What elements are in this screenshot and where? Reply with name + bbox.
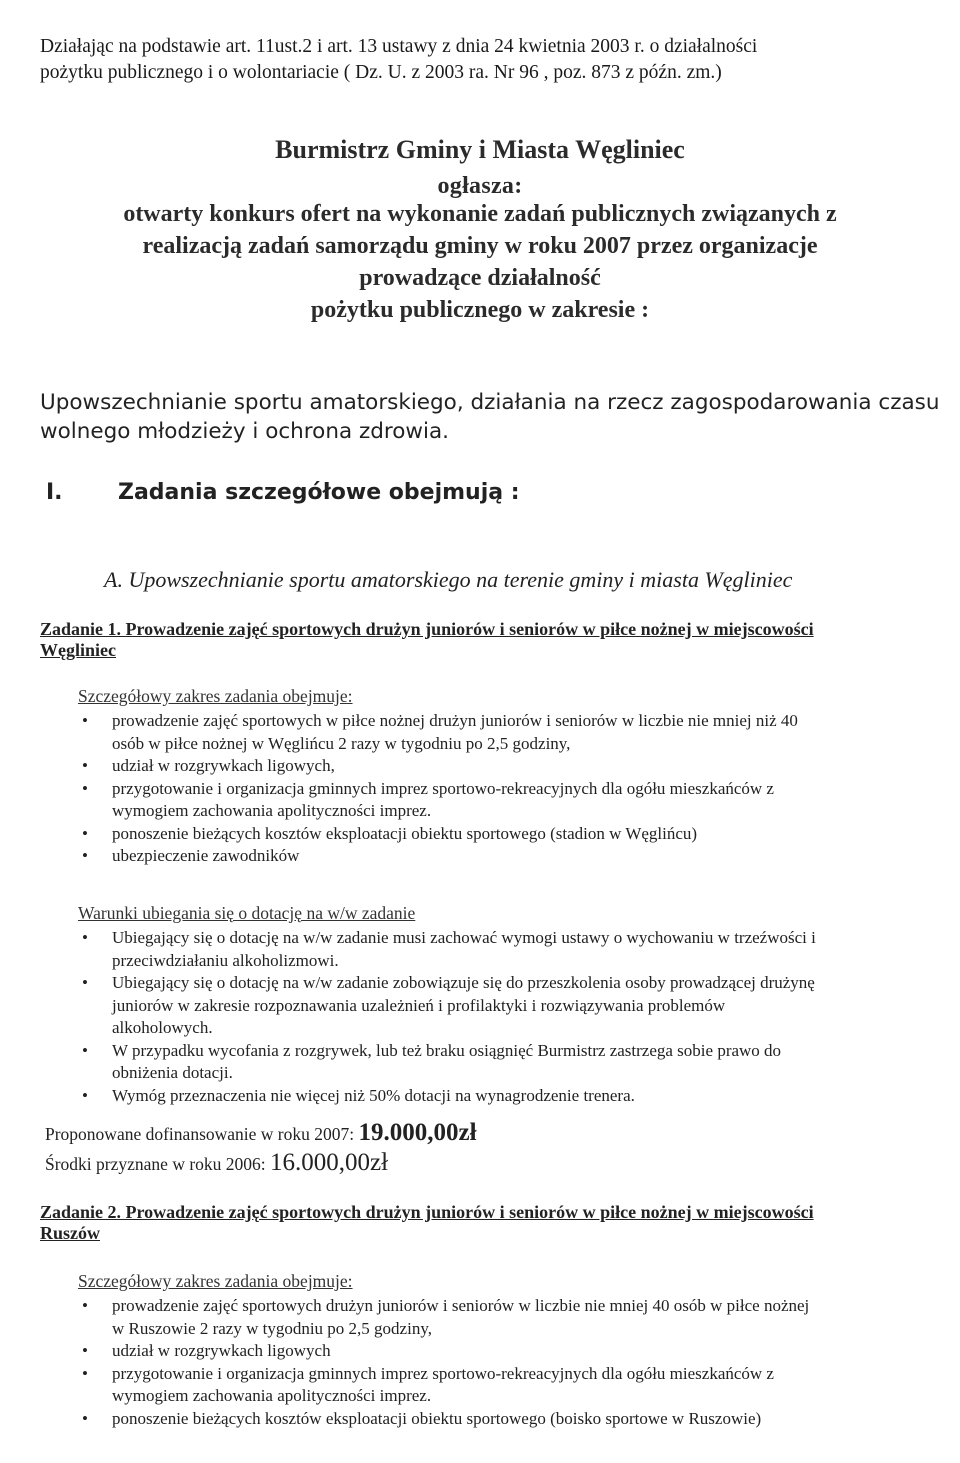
list-item-line: przeciwdziałaniu alkoholizmowi. xyxy=(112,950,339,970)
task-2-scope-label: Szczegółowy zakres zadania obejmuje: xyxy=(78,1271,353,1291)
list-item xyxy=(72,1085,957,1108)
bullet-icon: • xyxy=(82,756,88,775)
list-item xyxy=(72,710,957,755)
bullet-icon: • xyxy=(82,1363,88,1383)
list-item-line: Ubiegający się o dotację na w/w zadanie musi zachować wymogi ustawy o wychowaniu w trzeźwości i xyxy=(112,928,816,947)
list-item xyxy=(72,755,957,778)
legal-basis-line: Działając na podstawie art. 11ust.2 i art. 13 ustawy z dnia 24 kwietnia 2003 r. o działalności xyxy=(40,36,758,57)
legal-basis-line: pożytku publicznego i o wolontariacie ( Dz. U. z 2003 ra. Nr 96 , poz. 873 z późn. zm.) xyxy=(40,62,722,83)
list-item xyxy=(72,845,957,868)
contest-scope-line: Upowszechnianie sportu amatorskiego, działania na rzecz zagospodarowania czasu xyxy=(40,390,940,415)
contest-scope-line: wolnego młodzieży i ochrona zdrowia. xyxy=(40,419,449,444)
list-item-line: przygotowanie i organizacja gminnych imprez sportowo-rekreacyjnych dla ogółu mieszkańców z xyxy=(112,778,774,798)
proposed-funding xyxy=(45,1118,477,1149)
list-item xyxy=(72,927,957,972)
task-title-line: Węgliniec xyxy=(40,640,116,660)
task-1-title xyxy=(40,619,920,661)
task-1-conditions-label: Warunki ubiegania się o dotację na w/w zadanie xyxy=(78,903,416,923)
task-2-scope-list xyxy=(72,1295,957,1430)
list-item-line: ubezpieczenie zawodników xyxy=(112,846,300,865)
list-item-line: Ubiegający się o dotację na w/w zadanie zobowiązuje się do przeszkolenia osoby prowadzącej drużynę xyxy=(112,973,815,992)
bullet-icon: • xyxy=(82,823,88,843)
list-item-line: wymogiem zachowania apolityczności imprez. xyxy=(112,1386,432,1405)
announcement-subject-line: otwarty konkurs ofert na wykonanie zadań publicznych związanych z xyxy=(123,201,837,227)
bullet-icon: • xyxy=(82,1408,88,1428)
list-item-line: W przypadku wycofania z rozgrywek, lub też braku osiągnięć Burmistrz zastrzega sobie prawo do xyxy=(112,1040,782,1060)
proposed-funding-amount: 19.000,00zł xyxy=(358,1119,477,1146)
task-title-line: Zadanie 1. Prowadzenie zajęć sportowych drużyn juniorów i seniorów w piłce nożnej w miejscowości xyxy=(40,619,814,639)
bullet-icon: • xyxy=(82,778,88,798)
contest-scope xyxy=(40,388,955,446)
list-item-line: wymogiem zachowania apolityczności imprez. xyxy=(112,801,432,820)
task-title-line: Ruszów xyxy=(40,1223,101,1243)
announcement-title: Burmistrz Gminy i Miasta Węgliniec xyxy=(275,135,685,164)
bullet-icon: • xyxy=(82,1341,88,1360)
list-item-line: przygotowanie i organizacja gminnych imprez sportowo-rekreacyjnych dla ogółu mieszkańców z xyxy=(112,1363,774,1383)
list-item xyxy=(72,1040,957,1085)
subsection-heading: A. Upowszechnianie sportu amatorskiego na terenie gminy i miasta Węgliniec xyxy=(104,567,793,592)
bullet-icon: • xyxy=(82,1040,88,1060)
task-1-conditions-list xyxy=(72,927,957,1107)
list-item xyxy=(72,972,957,1040)
section-number: I. xyxy=(46,480,63,505)
bullet-icon: • xyxy=(82,846,88,865)
granted-funding xyxy=(45,1148,388,1179)
list-item-line: ponoszenie bieżących kosztów eksploatacji obiektu sportowego (stadion w Węglińcu) xyxy=(112,823,698,843)
announcement-subject xyxy=(20,198,940,326)
granted-funding-amount: 16.000,00zł xyxy=(270,1149,389,1176)
bullet-icon: • xyxy=(82,1296,88,1315)
announcement-subject-line: pożytku publicznego w zakresie : xyxy=(310,297,650,323)
list-item-line: prowadzenie zajęć sportowych w piłce nożnej drużyn juniorów i seniorów w liczbie nie mniej niż 40 xyxy=(112,711,798,730)
announcement-subject-line: realizacją zadań samorządu gminy w roku 2007 przez organizacje xyxy=(142,233,818,259)
task-1-scope-list xyxy=(72,710,957,868)
bullet-icon: • xyxy=(82,1085,88,1105)
bullet-icon: • xyxy=(82,711,88,730)
announcement-subject-line: prowadzące działalność xyxy=(359,265,601,291)
list-item-line: w Ruszowie 2 razy w tygodniu po 2,5 godziny, xyxy=(112,1318,432,1338)
list-item xyxy=(72,1295,957,1340)
list-item-line: osób w piłce nożnej w Węglińcu 2 razy w tygodniu po 2,5 godziny, xyxy=(112,733,571,753)
list-item xyxy=(72,823,957,846)
bullet-icon: • xyxy=(82,928,88,947)
section-title: Zadania szczegółowe obejmują : xyxy=(118,480,520,505)
list-item xyxy=(72,778,957,823)
list-item-line: Wymóg przeznaczenia nie więcej niż 50% dotacji na wynagrodzenie trenera. xyxy=(112,1085,635,1105)
list-item xyxy=(72,1363,957,1408)
legal-basis-paragraph xyxy=(40,34,940,86)
task-title-line: Zadanie 2. Prowadzenie zajęć sportowych drużyn juniorów i seniorów w piłce nożnej w miejscowości xyxy=(40,1202,814,1222)
proposed-funding-label: Proponowane dofinansowanie w roku 2007: xyxy=(45,1124,359,1144)
list-item xyxy=(72,1340,957,1363)
list-item xyxy=(72,1408,957,1431)
list-item-line: alkoholowych. xyxy=(112,1018,213,1037)
list-item-line: prowadzenie zajęć sportowych drużyn juniorów i seniorów w liczbie nie mniej 40 osób w piłce nożnej xyxy=(112,1296,810,1315)
granted-funding-label: Środki przyznane w roku 2006: xyxy=(45,1154,271,1174)
list-item-line: udział w rozgrywkach ligowych, xyxy=(112,756,335,775)
task-2-title xyxy=(40,1202,920,1244)
announcement-verb: ogłasza: xyxy=(437,173,523,199)
list-item-line: ponoszenie bieżących kosztów eksploatacji obiektu sportowego (boisko sportowe w Ruszowie) xyxy=(112,1408,762,1428)
list-item-line: udział w rozgrywkach ligowych xyxy=(112,1341,331,1360)
list-item-line: obniżenia dotacji. xyxy=(112,1063,233,1082)
bullet-icon: • xyxy=(82,973,88,992)
section-heading xyxy=(46,478,520,508)
list-item-line: juniorów w zakresie rozpoznawania uzależnień i profilaktyki i rozwiązywania problemów xyxy=(112,995,726,1015)
task-1-scope-label: Szczegółowy zakres zadania obejmuje: xyxy=(78,686,353,706)
